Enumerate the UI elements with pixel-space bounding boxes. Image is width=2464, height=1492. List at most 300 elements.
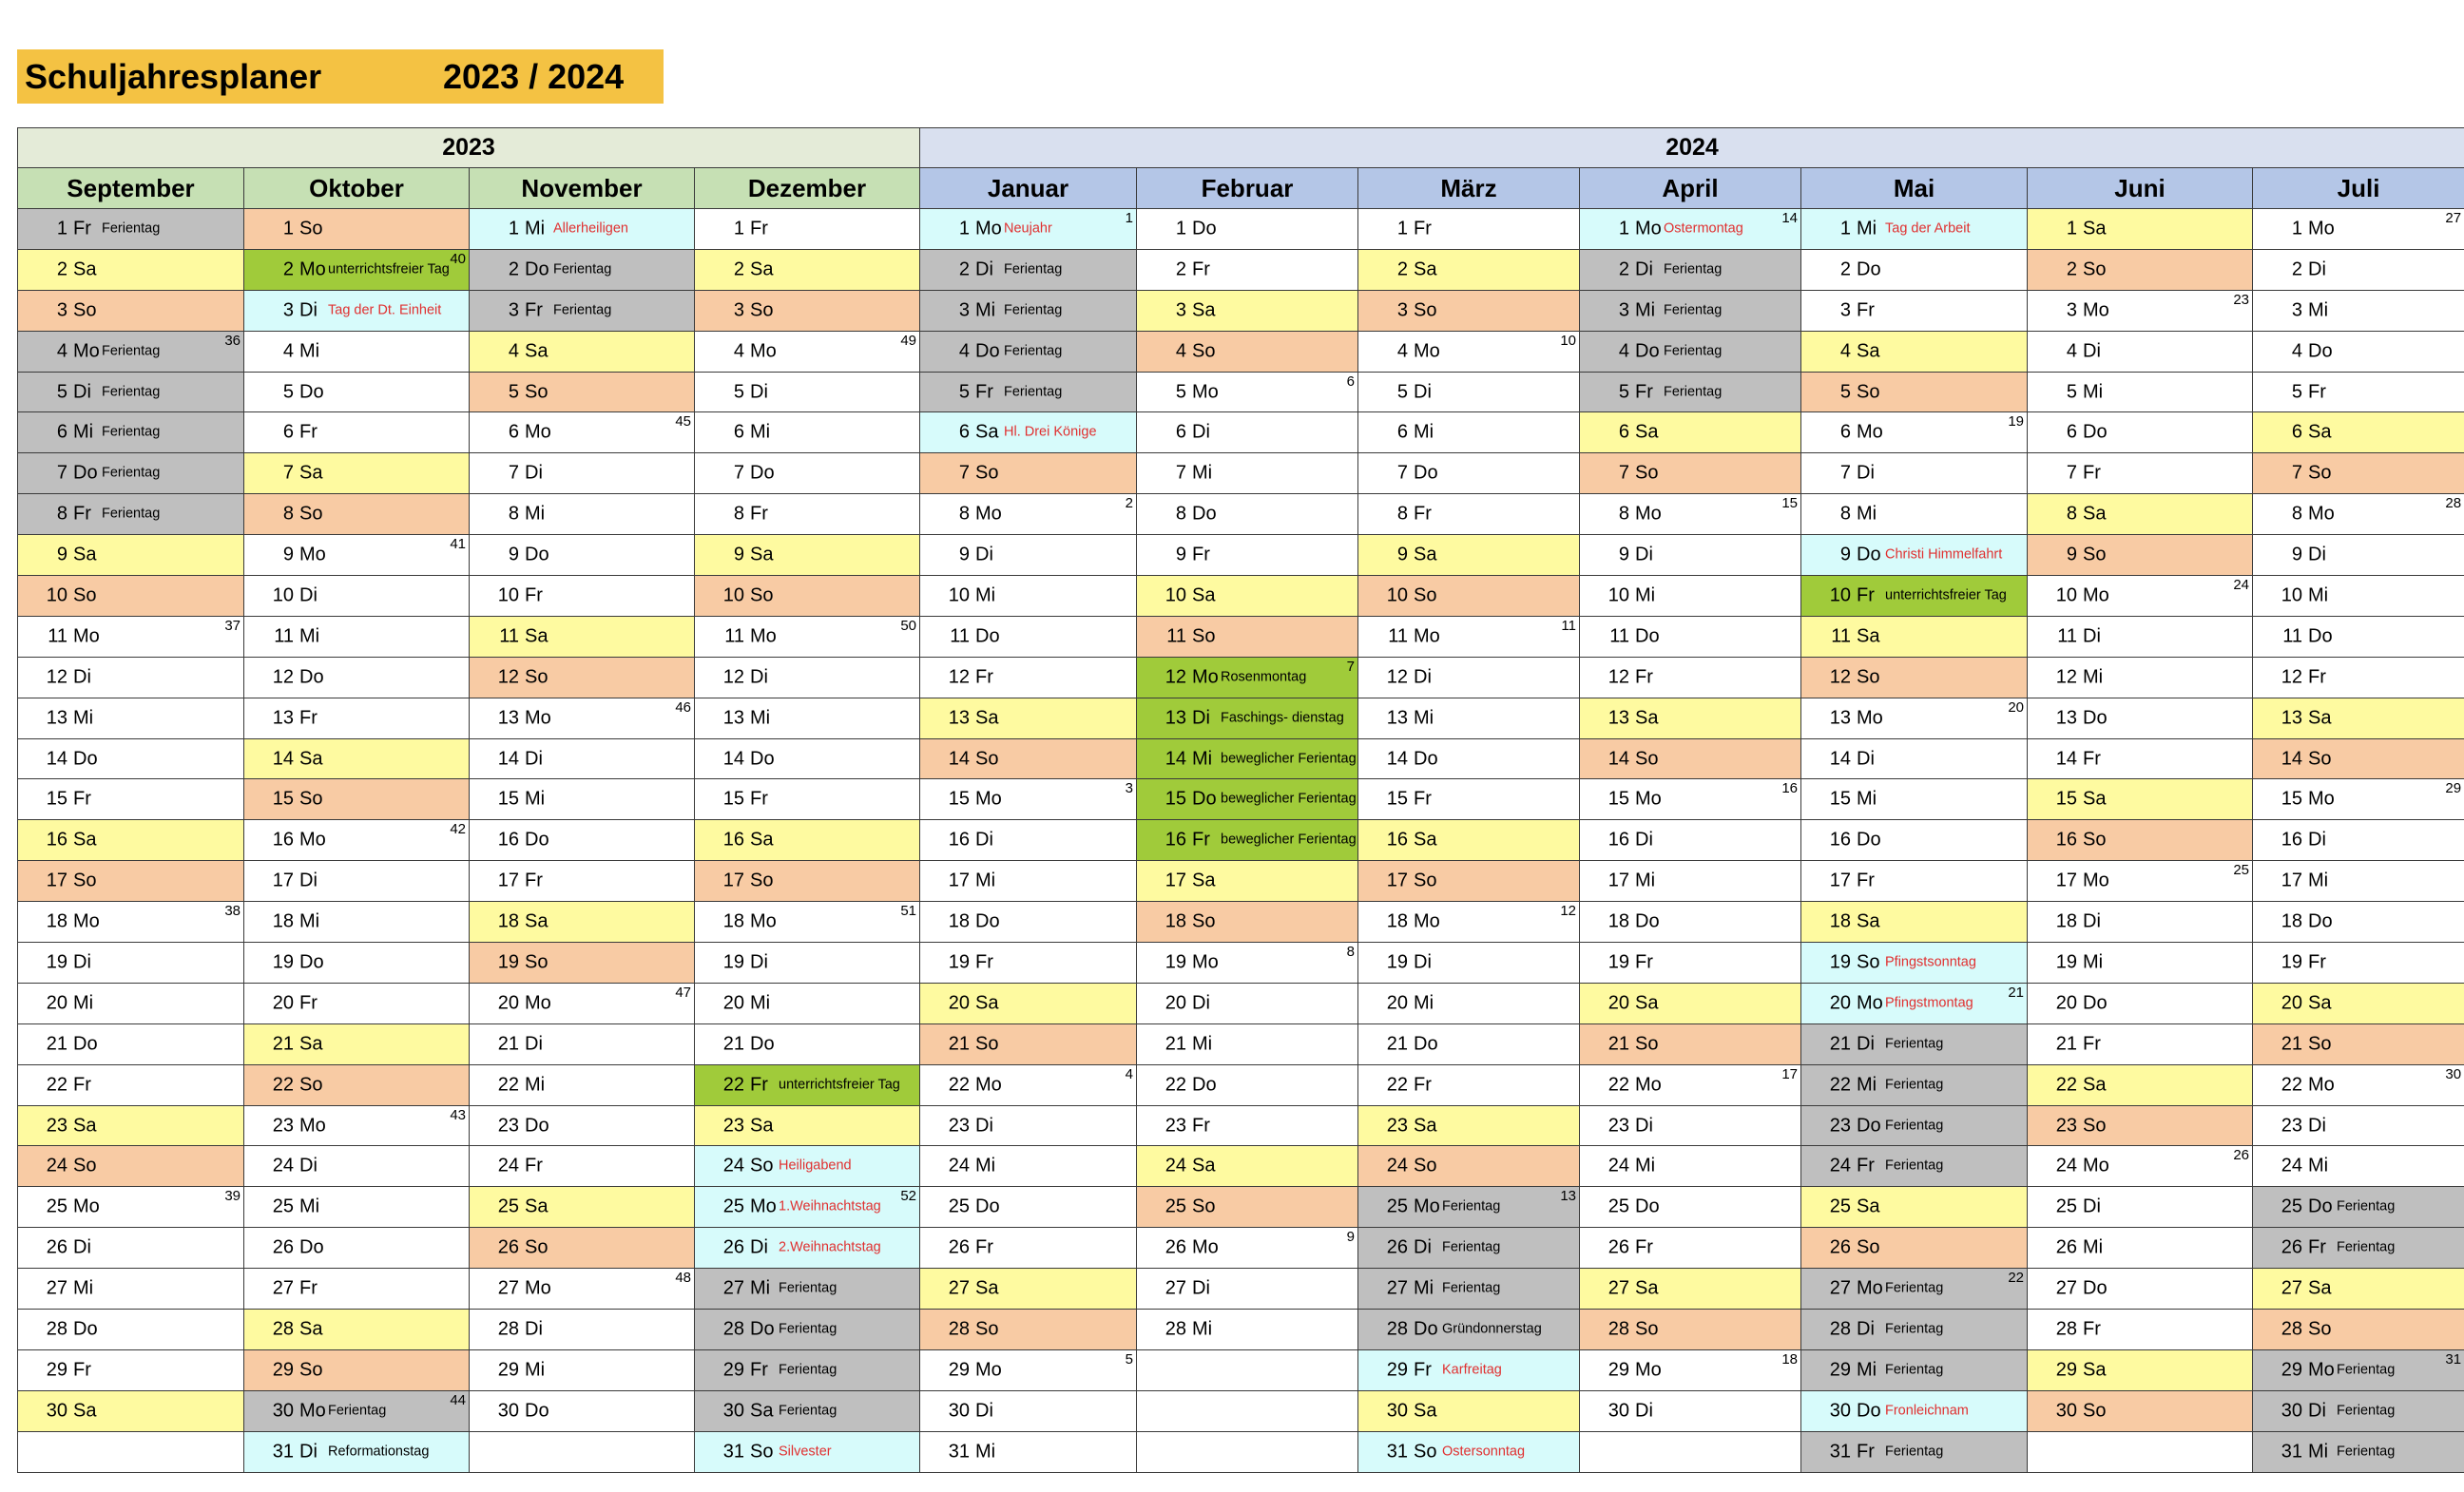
day-cell[interactable] [244, 1349, 470, 1390]
day-cell[interactable] [470, 453, 695, 494]
day-cell[interactable] [18, 983, 244, 1023]
day-cell[interactable] [1580, 576, 1801, 617]
day-cell[interactable] [2028, 820, 2253, 861]
day-cell[interactable] [244, 1269, 470, 1310]
day-cell[interactable] [1580, 1390, 1801, 1431]
day-cell[interactable] [244, 331, 470, 372]
day-cell[interactable] [1801, 943, 2028, 984]
day-cell[interactable] [1358, 1431, 1580, 1472]
day-cell[interactable] [18, 1023, 244, 1064]
day-cell[interactable] [2028, 657, 2253, 698]
day-cell[interactable] [1580, 983, 1801, 1023]
day-cell[interactable] [18, 1105, 244, 1146]
day-cell[interactable] [18, 331, 244, 372]
day-cell[interactable] [695, 1105, 920, 1146]
day-cell[interactable] [18, 1310, 244, 1350]
day-cell[interactable] [2253, 1187, 2464, 1228]
day-cell[interactable] [695, 820, 920, 861]
day-cell[interactable] [1358, 453, 1580, 494]
day-cell[interactable] [1801, 902, 2028, 943]
day-cell[interactable] [2028, 535, 2253, 576]
day-cell[interactable] [920, 943, 1137, 984]
day-cell[interactable] [2253, 657, 2464, 698]
day-cell[interactable] [18, 820, 244, 861]
day-cell[interactable] [18, 738, 244, 779]
day-cell[interactable] [695, 249, 920, 290]
day-cell[interactable] [1801, 657, 2028, 698]
day-cell[interactable] [695, 657, 920, 698]
day-cell[interactable] [2028, 1269, 2253, 1310]
day-cell[interactable] [1358, 943, 1580, 984]
day-cell[interactable] [18, 535, 244, 576]
day-cell[interactable] [2253, 1023, 2464, 1064]
day-cell[interactable] [1580, 861, 1801, 902]
day-cell[interactable] [920, 902, 1137, 943]
day-cell[interactable] [920, 453, 1137, 494]
day-cell[interactable] [18, 943, 244, 984]
day-cell[interactable] [2028, 983, 2253, 1023]
day-cell[interactable] [470, 902, 695, 943]
day-cell[interactable] [1358, 494, 1580, 535]
day-cell[interactable] [1137, 820, 1358, 861]
day-cell[interactable] [470, 576, 695, 617]
day-cell[interactable] [470, 1064, 695, 1105]
day-cell[interactable] [18, 861, 244, 902]
day-cell[interactable] [920, 576, 1137, 617]
day-cell[interactable] [695, 1146, 920, 1187]
day-cell[interactable] [920, 1349, 1137, 1390]
day-cell[interactable] [2253, 372, 2464, 412]
day-cell[interactable] [2253, 1146, 2464, 1187]
day-cell[interactable] [1358, 820, 1580, 861]
day-cell[interactable] [1358, 1228, 1580, 1269]
day-cell[interactable] [1801, 453, 2028, 494]
day-cell[interactable] [1137, 290, 1358, 331]
day-cell[interactable] [2253, 535, 2464, 576]
day-cell[interactable] [2253, 1064, 2464, 1105]
day-cell[interactable] [1137, 861, 1358, 902]
day-cell[interactable] [1580, 372, 1801, 412]
day-cell[interactable] [1137, 249, 1358, 290]
day-cell[interactable] [695, 943, 920, 984]
day-cell[interactable] [470, 1310, 695, 1350]
day-cell[interactable] [1358, 209, 1580, 250]
day-cell[interactable] [470, 1269, 695, 1310]
day-cell[interactable] [2253, 1349, 2464, 1390]
day-cell[interactable] [920, 616, 1137, 657]
day-cell[interactable] [1137, 1023, 1358, 1064]
day-cell[interactable] [1801, 372, 2028, 412]
day-cell[interactable] [2253, 983, 2464, 1023]
day-cell[interactable] [1137, 983, 1358, 1023]
day-cell[interactable] [1801, 1105, 2028, 1146]
day-cell[interactable] [18, 657, 244, 698]
day-cell[interactable] [244, 209, 470, 250]
day-cell[interactable] [470, 1228, 695, 1269]
day-cell[interactable] [244, 1064, 470, 1105]
day-cell[interactable] [1580, 943, 1801, 984]
day-cell[interactable] [1137, 494, 1358, 535]
day-cell[interactable] [244, 290, 470, 331]
day-cell[interactable] [2028, 861, 2253, 902]
day-cell[interactable] [695, 616, 920, 657]
day-cell[interactable] [1801, 983, 2028, 1023]
day-cell[interactable] [244, 372, 470, 412]
day-cell[interactable] [1137, 1228, 1358, 1269]
day-cell[interactable] [1137, 1105, 1358, 1146]
day-cell[interactable] [470, 249, 695, 290]
day-cell[interactable] [2028, 1105, 2253, 1146]
day-cell[interactable] [1580, 1105, 1801, 1146]
day-cell[interactable] [2028, 1228, 2253, 1269]
day-cell[interactable] [920, 535, 1137, 576]
day-cell[interactable] [695, 983, 920, 1023]
day-cell[interactable] [2253, 698, 2464, 738]
day-cell[interactable] [2253, 1105, 2464, 1146]
day-cell[interactable] [920, 1310, 1137, 1350]
day-cell[interactable] [18, 1064, 244, 1105]
day-cell[interactable] [2028, 698, 2253, 738]
day-cell[interactable] [2028, 902, 2253, 943]
day-cell[interactable] [244, 1431, 470, 1472]
day-cell[interactable] [244, 1187, 470, 1228]
day-cell[interactable] [1580, 820, 1801, 861]
day-cell[interactable] [920, 494, 1137, 535]
day-cell[interactable] [2028, 616, 2253, 657]
day-cell[interactable] [470, 494, 695, 535]
day-cell[interactable] [2028, 576, 2253, 617]
day-cell[interactable] [18, 453, 244, 494]
day-cell[interactable] [18, 1349, 244, 1390]
day-cell[interactable] [695, 1431, 920, 1472]
day-cell[interactable] [920, 779, 1137, 820]
day-cell[interactable] [2028, 1349, 2253, 1390]
day-cell[interactable] [1137, 1269, 1358, 1310]
day-cell[interactable] [1137, 698, 1358, 738]
day-cell[interactable] [1358, 1187, 1580, 1228]
day-cell[interactable] [1580, 902, 1801, 943]
day-cell[interactable] [2253, 290, 2464, 331]
day-cell[interactable] [470, 1390, 695, 1431]
day-cell[interactable] [920, 820, 1137, 861]
day-cell[interactable] [1801, 535, 2028, 576]
day-cell[interactable] [244, 738, 470, 779]
day-cell[interactable] [470, 1187, 695, 1228]
day-cell[interactable] [2028, 209, 2253, 250]
day-cell[interactable] [695, 861, 920, 902]
day-cell[interactable] [2253, 331, 2464, 372]
day-cell[interactable] [470, 983, 695, 1023]
day-cell[interactable] [1580, 1146, 1801, 1187]
day-cell[interactable] [695, 1269, 920, 1310]
day-cell[interactable] [244, 1023, 470, 1064]
day-cell[interactable] [695, 1228, 920, 1269]
day-cell[interactable] [244, 576, 470, 617]
day-cell[interactable] [1358, 616, 1580, 657]
day-cell[interactable] [470, 372, 695, 412]
day-cell[interactable] [920, 249, 1137, 290]
day-cell[interactable] [2028, 412, 2253, 453]
day-cell[interactable] [1358, 1105, 1580, 1146]
day-cell[interactable] [470, 1105, 695, 1146]
day-cell[interactable] [244, 779, 470, 820]
day-cell[interactable] [695, 1349, 920, 1390]
day-cell[interactable] [244, 1105, 470, 1146]
day-cell[interactable] [2028, 331, 2253, 372]
day-cell[interactable] [1358, 983, 1580, 1023]
day-cell[interactable] [695, 290, 920, 331]
day-cell[interactable] [695, 412, 920, 453]
day-cell[interactable] [470, 657, 695, 698]
day-cell[interactable] [18, 494, 244, 535]
day-cell[interactable] [1358, 535, 1580, 576]
day-cell[interactable] [1137, 902, 1358, 943]
day-cell[interactable] [1801, 1064, 2028, 1105]
day-cell[interactable] [244, 535, 470, 576]
day-cell[interactable] [1137, 372, 1358, 412]
day-cell[interactable] [470, 535, 695, 576]
day-cell[interactable] [920, 290, 1137, 331]
day-cell[interactable] [1358, 861, 1580, 902]
day-cell[interactable] [1137, 535, 1358, 576]
day-cell[interactable] [244, 1228, 470, 1269]
day-cell[interactable] [1137, 1064, 1358, 1105]
day-cell[interactable] [1137, 453, 1358, 494]
day-cell[interactable] [695, 698, 920, 738]
day-cell[interactable] [1137, 943, 1358, 984]
day-cell[interactable] [2253, 820, 2464, 861]
day-cell[interactable] [244, 494, 470, 535]
day-cell[interactable] [920, 738, 1137, 779]
day-cell[interactable] [920, 1105, 1137, 1146]
day-cell[interactable] [244, 249, 470, 290]
day-cell[interactable] [470, 616, 695, 657]
day-cell[interactable] [244, 616, 470, 657]
day-cell[interactable] [1580, 1310, 1801, 1350]
day-cell[interactable] [1580, 535, 1801, 576]
day-cell[interactable] [2253, 1431, 2464, 1472]
day-cell[interactable] [2028, 1146, 2253, 1187]
day-cell[interactable] [1137, 779, 1358, 820]
day-cell[interactable] [695, 453, 920, 494]
day-cell[interactable] [1801, 738, 2028, 779]
day-cell[interactable] [1801, 412, 2028, 453]
day-cell[interactable] [695, 494, 920, 535]
day-cell[interactable] [920, 1146, 1137, 1187]
day-cell[interactable] [1801, 576, 2028, 617]
day-cell[interactable] [1358, 698, 1580, 738]
day-cell[interactable] [1358, 576, 1580, 617]
day-cell[interactable] [695, 576, 920, 617]
day-cell[interactable] [244, 1310, 470, 1350]
day-cell[interactable] [2253, 453, 2464, 494]
day-cell[interactable] [2028, 943, 2253, 984]
day-cell[interactable] [1580, 616, 1801, 657]
day-cell[interactable] [1580, 698, 1801, 738]
day-cell[interactable] [1137, 738, 1358, 779]
day-cell[interactable] [2028, 1064, 2253, 1105]
day-cell[interactable] [2028, 249, 2253, 290]
day-cell[interactable] [470, 331, 695, 372]
day-cell[interactable] [920, 372, 1137, 412]
day-cell[interactable] [1580, 290, 1801, 331]
day-cell[interactable] [2253, 861, 2464, 902]
day-cell[interactable] [2253, 738, 2464, 779]
day-cell[interactable] [18, 902, 244, 943]
day-cell[interactable] [2253, 616, 2464, 657]
day-cell[interactable] [1358, 1269, 1580, 1310]
day-cell[interactable] [695, 331, 920, 372]
day-cell[interactable] [1801, 1228, 2028, 1269]
day-cell[interactable] [1358, 1023, 1580, 1064]
day-cell[interactable] [920, 1228, 1137, 1269]
day-cell[interactable] [18, 779, 244, 820]
day-cell[interactable] [695, 372, 920, 412]
day-cell[interactable] [1358, 412, 1580, 453]
day-cell[interactable] [1580, 779, 1801, 820]
day-cell[interactable] [2028, 738, 2253, 779]
day-cell[interactable] [18, 290, 244, 331]
day-cell[interactable] [1580, 453, 1801, 494]
day-cell[interactable] [470, 412, 695, 453]
day-cell[interactable] [1801, 331, 2028, 372]
day-cell[interactable] [695, 535, 920, 576]
day-cell[interactable] [1580, 657, 1801, 698]
day-cell[interactable] [470, 861, 695, 902]
day-cell[interactable] [18, 1187, 244, 1228]
day-cell[interactable] [1137, 331, 1358, 372]
day-cell[interactable] [18, 1269, 244, 1310]
day-cell[interactable] [2253, 576, 2464, 617]
day-cell[interactable] [920, 698, 1137, 738]
day-cell[interactable] [1801, 698, 2028, 738]
day-cell[interactable] [1358, 249, 1580, 290]
day-cell[interactable] [1358, 657, 1580, 698]
day-cell[interactable] [1580, 1064, 1801, 1105]
day-cell[interactable] [244, 453, 470, 494]
day-cell[interactable] [1358, 779, 1580, 820]
day-cell[interactable] [1801, 1269, 2028, 1310]
day-cell[interactable] [2253, 779, 2464, 820]
day-cell[interactable] [2028, 1310, 2253, 1350]
day-cell[interactable] [695, 738, 920, 779]
day-cell[interactable] [1801, 820, 2028, 861]
day-cell[interactable] [920, 861, 1137, 902]
day-cell[interactable] [2253, 412, 2464, 453]
day-cell[interactable] [2028, 1187, 2253, 1228]
day-cell[interactable] [1358, 738, 1580, 779]
day-cell[interactable] [2253, 902, 2464, 943]
day-cell[interactable] [18, 209, 244, 250]
day-cell[interactable] [2253, 209, 2464, 250]
day-cell[interactable] [920, 983, 1137, 1023]
day-cell[interactable] [1358, 290, 1580, 331]
day-cell[interactable] [920, 209, 1137, 250]
day-cell[interactable] [1801, 1431, 2028, 1472]
day-cell[interactable] [244, 943, 470, 984]
day-cell[interactable] [244, 902, 470, 943]
day-cell[interactable] [920, 1269, 1137, 1310]
day-cell[interactable] [18, 1390, 244, 1431]
day-cell[interactable] [2028, 453, 2253, 494]
day-cell[interactable] [470, 1146, 695, 1187]
day-cell[interactable] [18, 698, 244, 738]
day-cell[interactable] [470, 943, 695, 984]
day-cell[interactable] [1801, 1146, 2028, 1187]
day-cell[interactable] [920, 1023, 1137, 1064]
day-cell[interactable] [1801, 1310, 2028, 1350]
day-cell[interactable] [470, 779, 695, 820]
day-cell[interactable] [2253, 249, 2464, 290]
day-cell[interactable] [695, 209, 920, 250]
day-cell[interactable] [244, 698, 470, 738]
day-cell[interactable] [470, 1023, 695, 1064]
day-cell[interactable] [695, 902, 920, 943]
day-cell[interactable] [920, 1064, 1137, 1105]
day-cell[interactable] [470, 698, 695, 738]
day-cell[interactable] [1801, 1390, 2028, 1431]
day-cell[interactable] [1137, 412, 1358, 453]
day-cell[interactable] [244, 1390, 470, 1431]
day-cell[interactable] [1358, 1146, 1580, 1187]
day-cell[interactable] [920, 1187, 1137, 1228]
day-cell[interactable] [1137, 1187, 1358, 1228]
day-cell[interactable] [2253, 494, 2464, 535]
day-cell[interactable] [1580, 412, 1801, 453]
day-cell[interactable] [1580, 331, 1801, 372]
day-cell[interactable] [695, 1023, 920, 1064]
day-cell[interactable] [2253, 1390, 2464, 1431]
day-cell[interactable] [1358, 331, 1580, 372]
day-cell[interactable] [18, 1228, 244, 1269]
day-cell[interactable] [2028, 372, 2253, 412]
day-cell[interactable] [18, 1146, 244, 1187]
day-cell[interactable] [244, 983, 470, 1023]
day-cell[interactable] [1801, 290, 2028, 331]
day-cell[interactable] [18, 249, 244, 290]
day-cell[interactable] [1801, 779, 2028, 820]
day-cell[interactable] [920, 412, 1137, 453]
day-cell[interactable] [695, 779, 920, 820]
day-cell[interactable] [470, 209, 695, 250]
day-cell[interactable] [1580, 1228, 1801, 1269]
day-cell[interactable] [2028, 779, 2253, 820]
day-cell[interactable] [470, 820, 695, 861]
day-cell[interactable] [2028, 1390, 2253, 1431]
day-cell[interactable] [1580, 1023, 1801, 1064]
day-cell[interactable] [920, 657, 1137, 698]
day-cell[interactable] [1801, 1023, 2028, 1064]
day-cell[interactable] [470, 1349, 695, 1390]
day-cell[interactable] [1801, 861, 2028, 902]
day-cell[interactable] [1358, 1064, 1580, 1105]
day-cell[interactable] [920, 331, 1137, 372]
day-cell[interactable] [1358, 1310, 1580, 1350]
day-cell[interactable] [18, 576, 244, 617]
day-cell[interactable] [2028, 1023, 2253, 1064]
day-cell[interactable] [1358, 1390, 1580, 1431]
day-cell[interactable] [1137, 576, 1358, 617]
day-cell[interactable] [1801, 1187, 2028, 1228]
day-cell[interactable] [244, 861, 470, 902]
day-cell[interactable] [1580, 738, 1801, 779]
day-cell[interactable] [695, 1187, 920, 1228]
day-cell[interactable] [695, 1390, 920, 1431]
day-cell[interactable] [1801, 249, 2028, 290]
day-cell[interactable] [1801, 494, 2028, 535]
day-cell[interactable] [18, 412, 244, 453]
day-cell[interactable] [244, 1146, 470, 1187]
